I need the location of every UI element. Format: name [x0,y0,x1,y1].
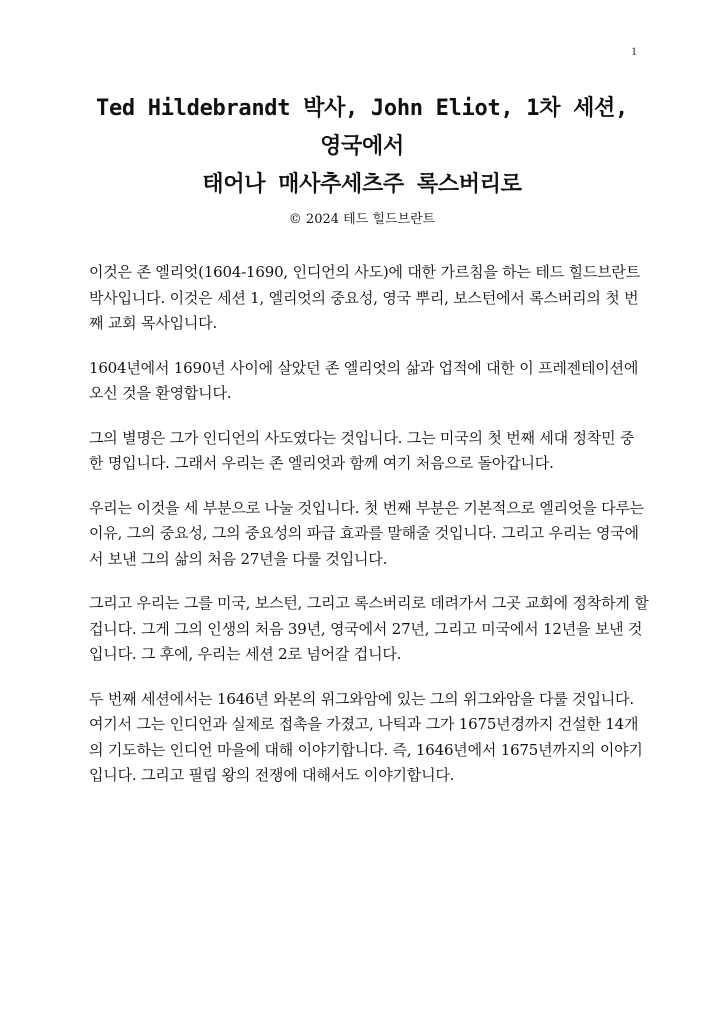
title-block [40,90,684,230]
title-line-3: 태어나 매사추세츠주 록스버리로 [202,172,522,197]
title-line-2: 영국에서 [320,134,404,159]
paragraph-nickname: 그의 별명은 그가 인디언의 사도였다는 것입니다. 그는 미국의 첫 번째 세대 정착민 중 한 명입니다. 그래서 우리는 존 엘리엇과 함께 여기 처음으로 돌아갑니다. [89,428,635,472]
paragraph-intro: 이것은 존 엘리엇(1604-1690, 인디언의 사도)에 대한 가르침을 하는 테드 힐드브란트 박사입니다. 이것은 세션 1, 엘리엇의 중요성, 영국 뿌리, 보스턴에서 록스버리의 첫 번째 교회 목사입니다. [89,263,641,332]
document-body [89,260,649,808]
page-number: 1 [631,44,637,58]
title-line-1: Ted Hildebrandt 박사, John Eliot, 1차 세션, [96,96,628,121]
paragraph-three-parts: 우리는 이것을 세 부분으로 나눌 것입니다. 첫 번째 부분은 기본적으로 엘리엇을 다루는 이유, 그의 중요성, 그의 중요성의 파급 효과를 말해줄 것입니다. 그리고 우리는 영국에서 보낸 그의 삶의 처음 27년을 다룰 것입니다. [89,498,644,568]
copyright-line: © 2024 테드 힐드브란트 [288,212,436,227]
paragraph-welcome: 1604년에서 1690년 사이에 살았던 존 엘리엇의 삶과 업적에 대한 이 프레젠테이션에 오신 것을 환영합니다. [89,358,639,402]
paragraph-session-two: 두 번째 세션에서는 1646년 와본의 위그와암에 있는 그의 위그와암을 다룰 것입니다. 여기서 그는 인디언과 실제로 접촉을 가졌고, 나틱과 그가 1675년경까지 건설한 14개의 기도하는 인디언 마을에 대해 이야기합니다. 즉, 1646년에서 1675년까지의 이야기입니다. 그리고 필립 왕의 전쟁에 대해서도 이야기합니다. [89,689,643,784]
paragraph-america: 그리고 우리는 그를 미국, 보스턴, 그리고 록스버리로 데려가서 그곳 교회에 정착하게 할 겁니다. 그게 그의 인생의 처음 39년, 영국에서 27년, 그리고 미국에서 12년을 보낸 것입니다. 그 후에, 우리는 세션 2로 넘어갈 겁니다. [89,594,649,663]
